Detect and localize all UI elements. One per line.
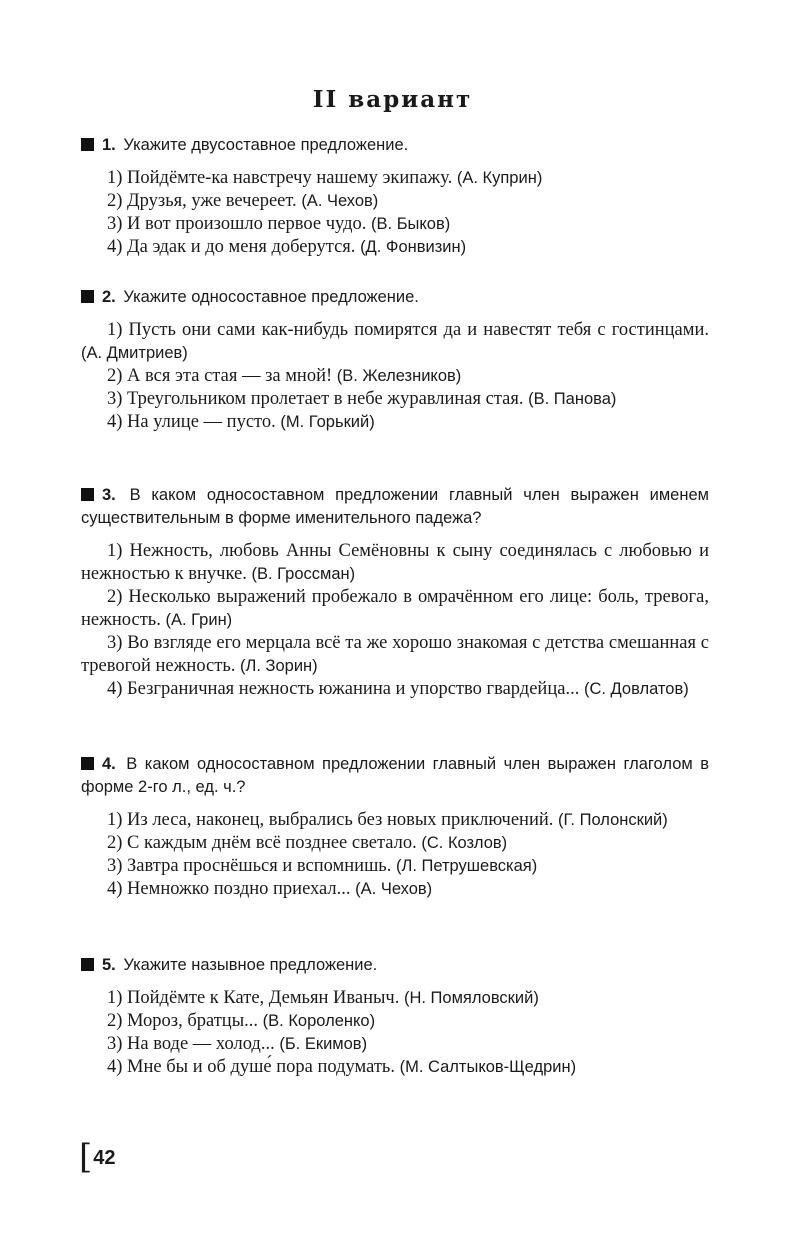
option-source: (Б. Екимов) (279, 1035, 368, 1053)
square-bullet-icon (81, 757, 94, 770)
task-question (81, 484, 709, 530)
answer-option (81, 678, 709, 701)
option-text: 3) И вот произошло первое чудо. (107, 214, 367, 234)
option-source: (Н. Помяловский) (403, 989, 539, 1007)
task-number: 2. (102, 288, 116, 306)
task-question (81, 753, 709, 799)
answer-option (81, 878, 709, 901)
option-source: (В. Железников) (336, 367, 462, 385)
option-text: 1) Пойдёмте-ка навстречу нашему экипажу. (107, 168, 453, 188)
option-source: (С. Довлатов) (583, 680, 689, 698)
option-source: (В. Короленко) (262, 1012, 376, 1030)
option-text: 3) На воде — холод... (107, 1034, 275, 1054)
option-source: (А. Чехов) (301, 192, 379, 210)
option-source: (Г. Полонский) (558, 811, 668, 829)
answer-option (81, 388, 709, 411)
option-text: 1) Из леса, наконец, выбрались без новых приключений. (107, 810, 554, 830)
option-text: 2) С каждым днём всё позднее светало. (107, 833, 417, 853)
answer-option (81, 586, 709, 632)
page-number (79, 1137, 116, 1177)
option-source: (М. Салтыков-Щедрин) (399, 1058, 577, 1076)
task-3 (81, 484, 709, 701)
option-text: 4) Немножко поздно приехал... (107, 879, 351, 899)
answer-option (81, 190, 709, 213)
task-4 (81, 753, 709, 901)
option-text: 4) Да эдак и до меня доберутся. (107, 237, 356, 257)
answer-option (81, 411, 709, 434)
answer-option (81, 632, 709, 678)
question-text: В каком односоставном предложении главный член выражен именем существительным в форме именительного падежа? (81, 486, 709, 527)
option-source: (А. Чехов) (355, 880, 433, 898)
task-1 (81, 134, 709, 259)
option-source: (М. Горький) (280, 413, 375, 431)
answer-option (81, 987, 709, 1010)
answer-option (81, 1033, 709, 1056)
option-text: 2) Мороз, братцы... (107, 1011, 259, 1031)
option-text: 4) Безграничная нежность южанина и упорство гвардейца... (107, 679, 580, 699)
answer-option (81, 809, 709, 832)
option-text: 1) Пойдёмте к Кате, Демьян Иваныч. (107, 988, 400, 1008)
option-source: (Л. Петрушевская) (396, 857, 538, 875)
page-title: II вариант (312, 86, 473, 113)
option-text: 3) Завтра проснёшься и вспомнишь. (107, 856, 392, 876)
task-number: 4. (102, 755, 116, 773)
option-text: 2) А вся эта стая — за мной! (107, 366, 333, 386)
option-source: (А. Грин) (165, 611, 233, 629)
option-source: (А. Куприн) (456, 169, 543, 187)
option-text: 3) Во взгляде его мерцала всё та же хорошо знакомая с детства смешанная с тревогой нежность. (81, 633, 709, 676)
square-bullet-icon (81, 290, 94, 303)
answer-option (81, 832, 709, 855)
option-text: 4) Мне бы и об душе́ пора подумать. (107, 1057, 395, 1077)
option-source: (Л. Зорин) (240, 657, 318, 675)
question-text: Укажите односоставное предложение. (123, 288, 419, 306)
answer-option (81, 319, 709, 365)
option-text: 3) Треугольником пролетает в небе журавлиная стая. (107, 389, 524, 409)
option-source: (С. Козлов) (421, 834, 508, 852)
question-text: В каком односоставном предложении главный член выражен глаголом в форме 2-го л., ед. ч.? (81, 755, 709, 796)
task-question (81, 286, 709, 309)
square-bullet-icon (81, 958, 94, 971)
option-source: (А. Дмитриев) (81, 344, 188, 362)
answer-option (81, 855, 709, 878)
task-number: 1. (102, 136, 116, 154)
option-source: (В. Быков) (371, 215, 451, 233)
square-bullet-icon (81, 138, 94, 151)
task-2 (81, 286, 709, 434)
option-source: (Д. Фонвизин) (360, 238, 467, 256)
option-text: 4) На улице — пусто. (107, 412, 276, 432)
answer-option (81, 213, 709, 236)
option-text: 2) Друзья, уже вечереет. (107, 191, 297, 211)
page-number-text: 42 (93, 1147, 116, 1169)
task-number: 3. (102, 486, 116, 504)
task-number: 5. (102, 956, 116, 974)
answer-option (81, 167, 709, 190)
question-text: Укажите двусоставное предложение. (123, 136, 409, 154)
task-question (81, 134, 709, 157)
answer-option (81, 1056, 709, 1079)
task-question (81, 954, 709, 977)
square-bullet-icon (81, 488, 94, 501)
option-text: 1) Пусть они сами как-нибудь помирятся да и навестят тебя с гостинцами. (107, 320, 709, 340)
option-source: (В. Панова) (528, 390, 617, 408)
option-source: (В. Гроссман) (251, 565, 356, 583)
answer-option (81, 236, 709, 259)
answer-option (81, 365, 709, 388)
task-5 (81, 954, 709, 1079)
bracket-icon: [ (79, 1137, 93, 1177)
answer-option (81, 1010, 709, 1033)
option-text: 1) Нежность, любовь Анны Семёновны к сыну соединялась с любовью и нежностью к внучке. (81, 541, 709, 584)
answer-option (81, 540, 709, 586)
option-text: 2) Несколько выражений пробежало в омрачённом его лице: боль, тревога, нежность. (81, 587, 709, 630)
question-text: Укажите назывное предложение. (123, 956, 378, 974)
